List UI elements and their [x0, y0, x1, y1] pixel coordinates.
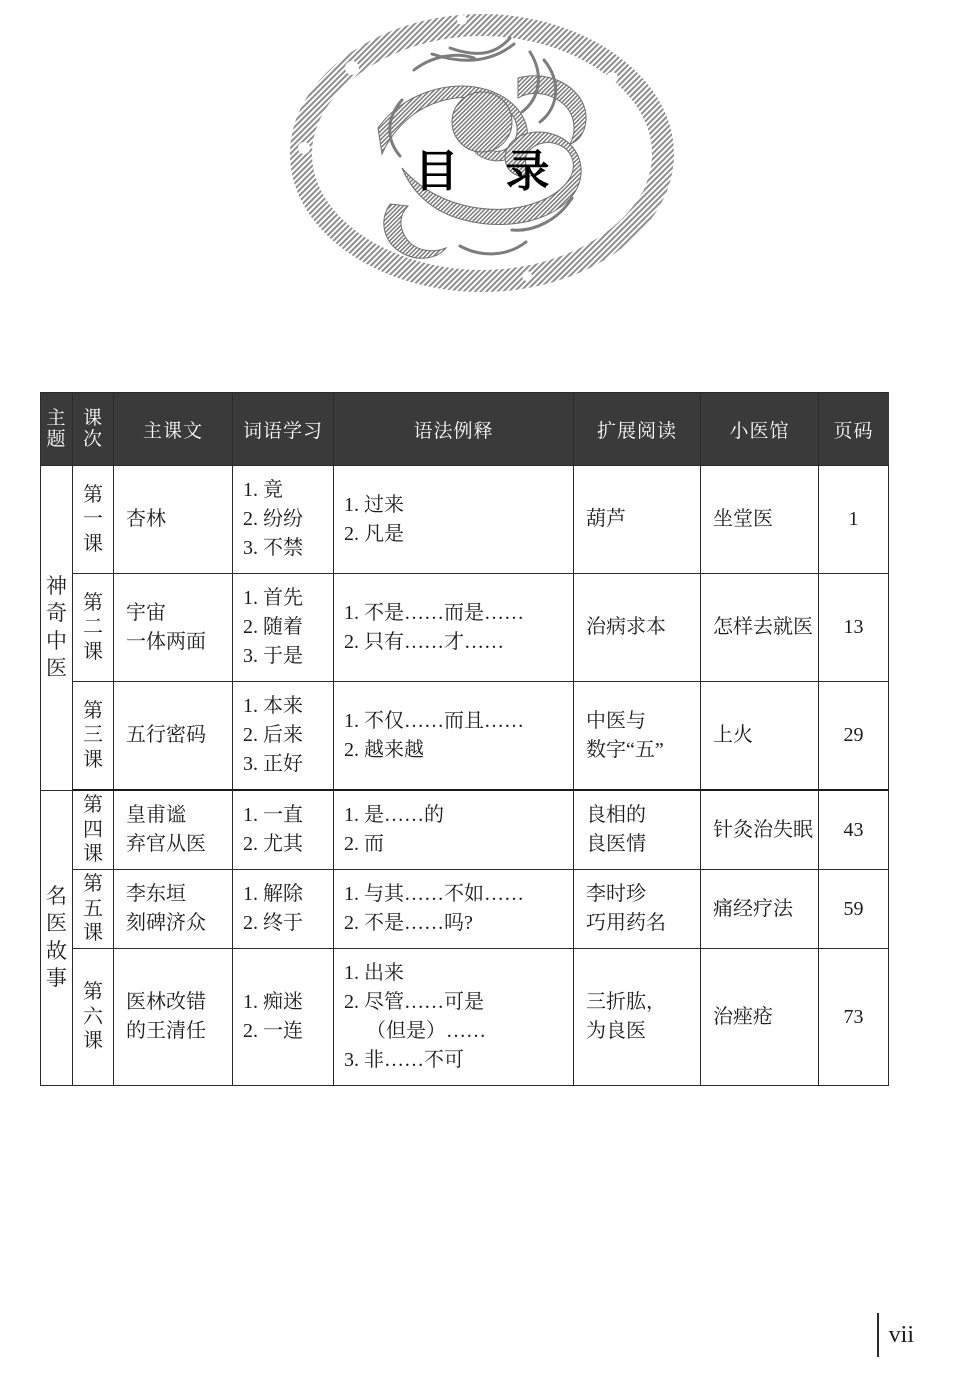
cell-line: 李东垣 — [126, 883, 186, 905]
cell-line: 怎样去就医 — [713, 616, 813, 638]
page-number-cell: 43 — [819, 790, 889, 870]
vocabulary-cell — [233, 790, 334, 870]
cell-line: 课 — [83, 640, 103, 663]
grammar-cell — [334, 466, 574, 574]
column-header-lesson: 课 次 — [73, 393, 114, 466]
cell-line: 皇甫谧 — [126, 804, 186, 826]
cell-line: 医林改错 — [126, 991, 206, 1013]
extended-reading-cell — [574, 466, 701, 574]
lesson-number-cell — [73, 949, 114, 1086]
cell-line: 五行密码 — [126, 724, 206, 746]
cell-line: 1. 首先 — [243, 587, 303, 609]
clinic-cell — [701, 574, 819, 682]
vocabulary-cell — [233, 682, 334, 791]
cell-line: 1. 不仅……而且…… — [344, 709, 524, 732]
extended-reading-cell — [574, 682, 701, 791]
table-row — [41, 790, 889, 870]
extended-reading-cell — [574, 949, 701, 1086]
cell-line: 第 — [83, 591, 103, 614]
cell-line: 第 — [83, 981, 103, 1004]
cell-line: 2. 随着 — [243, 616, 303, 638]
table-row — [41, 949, 889, 1086]
cell-line: 巧用药名 — [586, 912, 666, 934]
column-header-theme: 主 题 — [41, 393, 73, 466]
cell-line: 坐堂医 — [713, 508, 773, 530]
cell-line: 痛经疗法 — [713, 897, 793, 920]
main-text-cell — [114, 682, 233, 791]
cell-line: 1. 出来 — [344, 962, 404, 984]
cell-line: 数字“五” — [586, 738, 664, 761]
cell-line: 2. 而 — [344, 833, 384, 855]
table-row — [41, 466, 889, 574]
cell-line: 六 — [83, 1005, 103, 1028]
cell-line: 1. 是……的 — [344, 804, 444, 826]
grammar-cell — [334, 870, 574, 949]
table-header-row — [41, 393, 889, 466]
cell-line: （但是）…… — [366, 1020, 486, 1042]
main-text-cell — [114, 574, 233, 682]
cell-line: 名 — [46, 884, 67, 909]
page-number-cell: 59 — [819, 870, 889, 949]
cell-line: 治痤疮 — [713, 1005, 773, 1028]
cell-line: 3. 非……不可 — [344, 1049, 464, 1071]
folio-rule — [877, 1313, 879, 1357]
grammar-cell — [334, 949, 574, 1086]
cell-line: 课 — [83, 922, 103, 945]
main-text-cell — [114, 466, 233, 574]
table-row — [41, 682, 889, 791]
cell-line: 良医情 — [586, 833, 646, 855]
cell-line: 3. 不禁 — [243, 537, 303, 559]
cell-line: 2. 凡是 — [344, 522, 404, 545]
folio-number: vii — [888, 1321, 914, 1348]
cell-line: 3. 于是 — [243, 645, 303, 667]
cell-line: 四 — [83, 818, 103, 841]
cell-line: 1. 不是……而是…… — [344, 601, 524, 624]
cell-line: 2. 一连 — [243, 1020, 303, 1042]
cell-line: 2. 越来越 — [344, 738, 424, 761]
lesson-number-cell — [73, 870, 114, 949]
vocabulary-cell — [233, 574, 334, 682]
cell-line: 葫芦 — [586, 508, 626, 530]
cell-line: 治病求本 — [586, 616, 666, 638]
extended-reading-cell — [574, 574, 701, 682]
column-header-clinic: 小医馆 — [701, 393, 819, 466]
cell-line: 2. 后来 — [243, 724, 303, 746]
page-number-cell: 29 — [819, 682, 889, 791]
cell-line: 杏林 — [126, 508, 166, 530]
page-folio — [877, 1313, 914, 1357]
cell-line: 课 — [83, 843, 103, 866]
cell-line: 课 — [83, 1030, 103, 1053]
cell-line: 2. 终于 — [243, 912, 303, 934]
cell-line: 1. 本来 — [243, 695, 303, 717]
cell-line: 3. 正好 — [243, 753, 303, 775]
cell-line: 五 — [83, 897, 103, 920]
theme-cell — [41, 466, 73, 791]
cell-line: 故 — [46, 938, 67, 963]
main-text-cell — [114, 949, 233, 1086]
theme-cell — [41, 790, 73, 1086]
cell-line: 一 — [83, 508, 103, 531]
column-header-grammar: 语法例释 — [334, 393, 574, 466]
cell-line: 1. 过来 — [344, 493, 404, 516]
cell-line: 医 — [46, 656, 67, 681]
lesson-number-cell — [73, 466, 114, 574]
cell-line: 2. 不是……吗? — [344, 912, 473, 934]
cell-line: 神 — [46, 574, 67, 599]
cell-line: 1. 竟 — [243, 479, 283, 501]
page-number-cell: 1 — [819, 466, 889, 574]
table-row — [41, 870, 889, 949]
cell-line: 宇宙 — [126, 601, 166, 624]
cell-line: 中医与 — [586, 709, 646, 732]
cell-line: 针灸治失眠 — [713, 818, 813, 841]
cell-line: 1. 痴迷 — [243, 991, 303, 1013]
extended-reading-cell — [574, 870, 701, 949]
cell-line: 1. 解除 — [243, 883, 303, 905]
vocabulary-cell — [233, 949, 334, 1086]
clinic-cell — [701, 870, 819, 949]
lesson-number-cell — [73, 790, 114, 870]
clinic-cell — [701, 790, 819, 870]
cell-line: 为良医 — [586, 1020, 646, 1042]
cell-line: 医 — [46, 911, 67, 936]
cell-line: 第 — [83, 699, 103, 722]
page-number-cell: 13 — [819, 574, 889, 682]
column-header-main-text: 主课文 — [114, 393, 233, 466]
cell-line: 弃官从医 — [126, 833, 206, 855]
grammar-cell — [334, 682, 574, 791]
cell-line: 刻碑济众 — [126, 912, 206, 934]
cell-line: 的王清任 — [126, 1020, 206, 1042]
cell-line: 第 — [83, 794, 103, 817]
clinic-cell — [701, 949, 819, 1086]
grammar-cell — [334, 574, 574, 682]
clinic-cell — [701, 682, 819, 791]
cell-line: 三 — [83, 724, 103, 747]
cell-line: 事 — [46, 966, 67, 991]
cell-line: 2. 尽管……可是 — [344, 991, 484, 1013]
title-banner — [0, 0, 960, 310]
cell-line: 三折肱， — [586, 991, 666, 1013]
page-title: 目 录 — [414, 147, 568, 196]
cell-line: 2. 尤其 — [243, 833, 303, 855]
table-row — [41, 574, 889, 682]
column-header-vocabulary: 词语学习 — [233, 393, 334, 466]
table-of-contents — [40, 392, 889, 1086]
cell-line: 第 — [83, 483, 103, 506]
cell-line: 1. 与其……不如…… — [344, 883, 524, 905]
cell-line: 上火 — [713, 724, 753, 746]
column-header-page: 页码 — [819, 393, 889, 466]
lesson-number-cell — [73, 574, 114, 682]
column-header-extended-reading: 扩展阅读 — [574, 393, 701, 466]
cell-line: 1. 一直 — [243, 804, 303, 826]
cell-line: 一体两面 — [126, 630, 206, 653]
grammar-cell — [334, 790, 574, 870]
extended-reading-cell — [574, 790, 701, 870]
lesson-number-cell — [73, 682, 114, 791]
page-number-cell: 73 — [819, 949, 889, 1086]
cell-line: 2. 纷纷 — [243, 508, 303, 530]
cell-line: 中 — [46, 628, 67, 653]
vocabulary-cell — [233, 466, 334, 574]
vocabulary-cell — [233, 870, 334, 949]
main-text-cell — [114, 870, 233, 949]
cell-line: 良相的 — [586, 804, 646, 826]
cell-line: 奇 — [46, 601, 67, 626]
main-text-cell — [114, 790, 233, 870]
cell-line: 课 — [83, 748, 103, 771]
cell-line: 二 — [83, 616, 103, 639]
cell-line: 2. 只有……才…… — [344, 630, 504, 653]
cell-line: 课 — [83, 532, 103, 555]
table-body — [41, 466, 889, 1086]
cell-line: 李时珍 — [586, 883, 646, 905]
cell-line: 第 — [83, 873, 103, 896]
clinic-cell — [701, 466, 819, 574]
